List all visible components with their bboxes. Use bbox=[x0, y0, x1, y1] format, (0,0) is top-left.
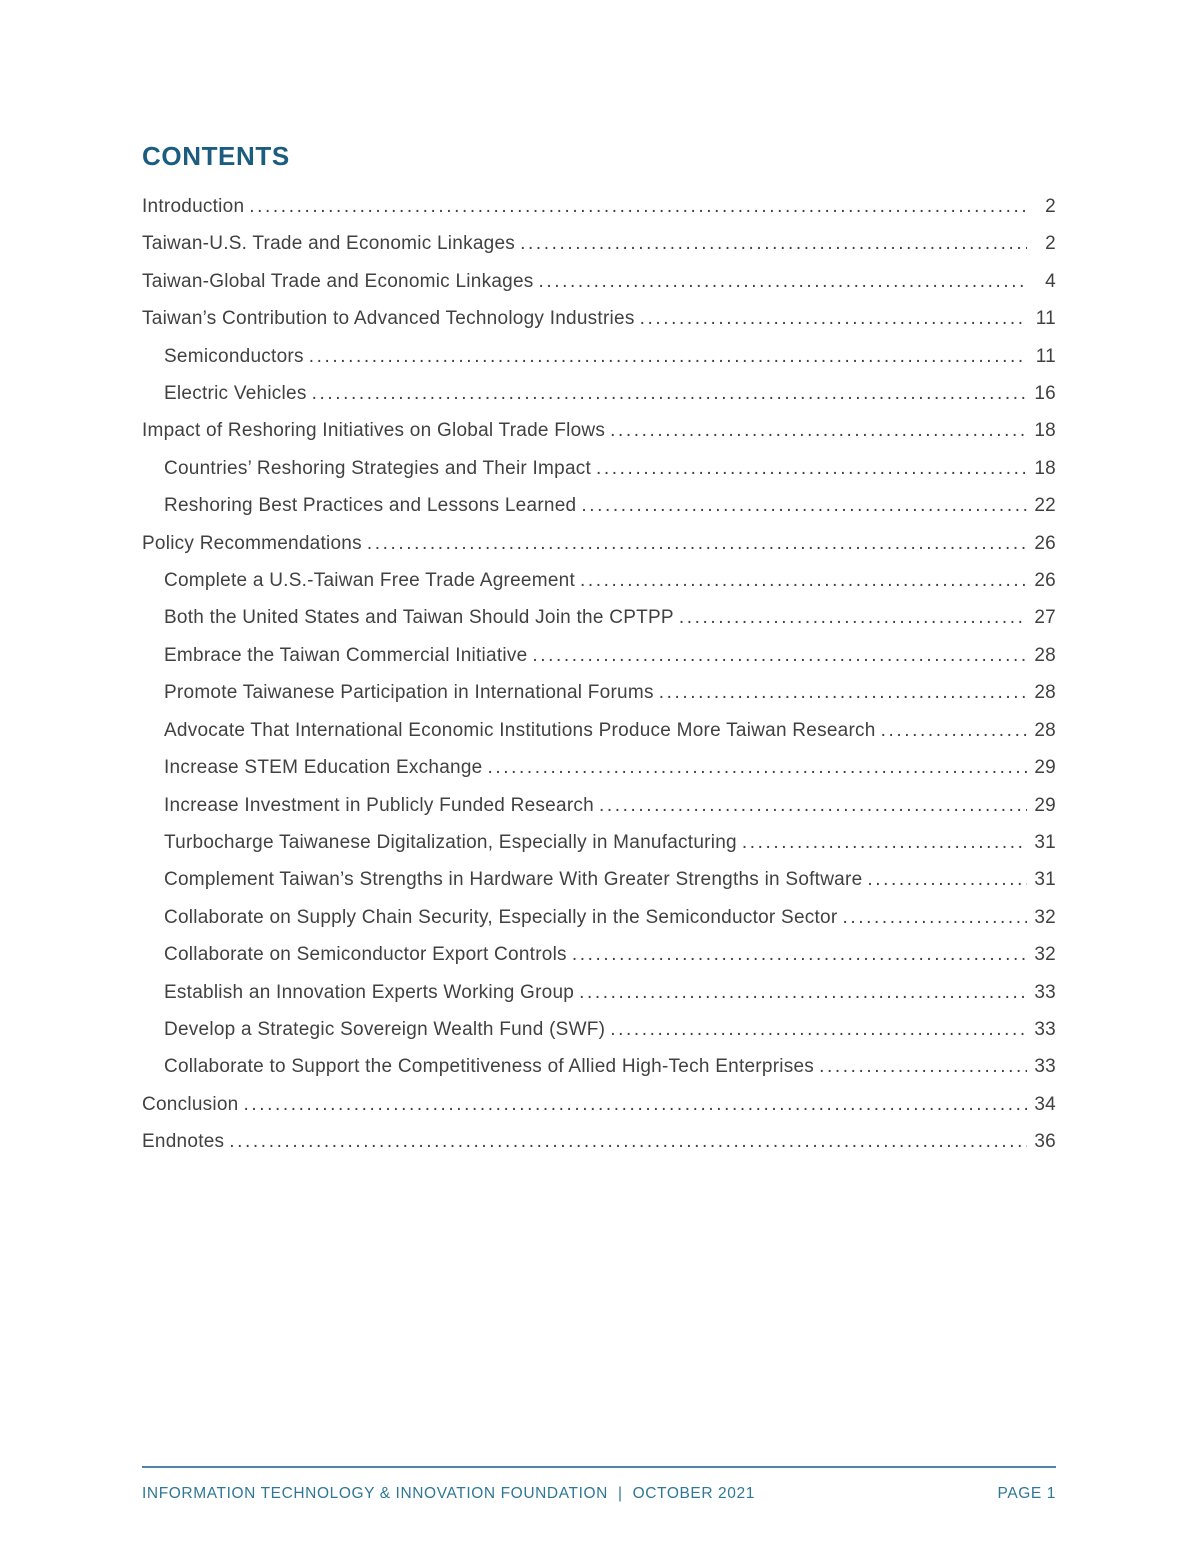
toc-entry-label: Impact of Reshoring Initiatives on Global Trade Flows bbox=[142, 420, 606, 442]
toc-entry-label: Introduction bbox=[142, 196, 245, 217]
toc-dot-leader bbox=[309, 338, 1027, 375]
toc-dot-leader bbox=[610, 1011, 1027, 1048]
toc-entry-label: Taiwan-U.S. Trade and Economic Linkages bbox=[142, 233, 516, 255]
contents-heading: CONTENTS bbox=[142, 141, 290, 171]
toc-entry[interactable] bbox=[142, 936, 1056, 973]
toc-entry-page: 28 bbox=[1034, 719, 1056, 741]
toc-dot-leader bbox=[579, 974, 1027, 1011]
toc-entry-page: 18 bbox=[1034, 420, 1056, 442]
toc-dot-leader bbox=[572, 936, 1027, 973]
toc-entry[interactable] bbox=[142, 1048, 1056, 1085]
toc-entry-page: 32 bbox=[1034, 944, 1056, 966]
footer-publisher bbox=[142, 1485, 755, 1503]
toc-entry-label: Semiconductors bbox=[164, 345, 304, 367]
toc-entry[interactable] bbox=[142, 1086, 1056, 1123]
toc-entry-page: 34 bbox=[1034, 1093, 1056, 1115]
toc-dot-leader bbox=[532, 637, 1027, 674]
toc-entry[interactable] bbox=[142, 338, 1056, 375]
toc-entry-label: Increase STEM Education Exchange bbox=[164, 757, 483, 779]
toc-entry-label: Collaborate on Semiconductor Export Controls bbox=[164, 944, 567, 966]
toc-entry-page: 29 bbox=[1034, 757, 1056, 779]
toc-entry[interactable] bbox=[142, 712, 1056, 749]
toc-entry-label: Increase Investment in Publicly Funded Research bbox=[164, 794, 594, 816]
toc-entry-label: Reshoring Best Practices and Lessons Learned bbox=[164, 495, 577, 517]
toc-dot-leader bbox=[596, 450, 1027, 487]
toc-entry[interactable] bbox=[142, 225, 1056, 262]
toc-entry-page: 18 bbox=[1034, 457, 1056, 479]
toc-entry-page: 16 bbox=[1034, 383, 1056, 405]
toc-entry-label: Collaborate to Support the Competitiveness of Allied High-Tech Enterprises bbox=[164, 1056, 815, 1078]
toc-entry-page: 33 bbox=[1034, 1018, 1056, 1040]
toc-entry-page: 22 bbox=[1034, 495, 1056, 517]
toc-entry-page: 36 bbox=[1034, 1131, 1056, 1153]
toc-dot-leader bbox=[229, 1123, 1027, 1160]
toc-entry-page: 26 bbox=[1034, 532, 1056, 554]
toc-dot-leader bbox=[312, 375, 1027, 412]
toc-entry-page: 26 bbox=[1034, 570, 1056, 592]
toc-entry[interactable] bbox=[142, 974, 1056, 1011]
toc-dot-leader bbox=[367, 525, 1027, 562]
footer-divider bbox=[142, 1466, 1056, 1468]
toc-entry-label: Complement Taiwan’s Strengths in Hardware With Greater Strengths in Software bbox=[164, 869, 863, 891]
toc-dot-leader bbox=[599, 787, 1027, 824]
toc-entry-page: 33 bbox=[1034, 981, 1056, 1003]
toc-entry-page: 28 bbox=[1034, 644, 1056, 666]
toc-entry[interactable] bbox=[142, 562, 1056, 599]
toc-entry-page: 32 bbox=[1034, 906, 1056, 928]
toc-entry-page: 4 bbox=[1045, 270, 1056, 292]
footer-page-number: PAGE 1 bbox=[997, 1485, 1056, 1502]
toc-entry[interactable] bbox=[142, 861, 1056, 898]
toc-entry-label: Collaborate on Supply Chain Security, Especially in the Semiconductor Sector bbox=[164, 906, 838, 928]
toc-entry-page: 11 bbox=[1035, 345, 1056, 367]
toc-entry-label: Conclusion bbox=[142, 1093, 239, 1115]
toc-entry[interactable] bbox=[142, 300, 1056, 337]
toc-entry-label: Develop a Strategic Sovereign Wealth Fund (SWF) bbox=[164, 1018, 606, 1040]
toc-dot-leader bbox=[244, 1086, 1028, 1123]
toc-entry[interactable] bbox=[142, 375, 1056, 412]
toc-dot-leader bbox=[640, 300, 1027, 337]
toc-entry-page: 2 bbox=[1045, 196, 1056, 217]
footer-org-name: INFORMATION TECHNOLOGY & INNOVATION FOUNDATION bbox=[142, 1485, 608, 1502]
toc-entry-label: Taiwan-Global Trade and Economic Linkages bbox=[142, 270, 534, 292]
toc-entry[interactable] bbox=[142, 637, 1056, 674]
toc-entry-page: 31 bbox=[1034, 869, 1056, 891]
toc-entry-label: Both the United States and Taiwan Should Join the CPTPP bbox=[164, 607, 674, 629]
toc-entry-label: Embrace the Taiwan Commercial Initiative bbox=[164, 644, 528, 666]
toc-entry[interactable] bbox=[142, 749, 1056, 786]
toc-dot-leader bbox=[842, 899, 1027, 936]
toc-entry-label: Advocate That International Economic Institutions Produce More Taiwan Research bbox=[164, 719, 876, 741]
toc-entry-page: 31 bbox=[1034, 831, 1056, 853]
toc-entry-page: 11 bbox=[1035, 308, 1056, 330]
toc-entry[interactable] bbox=[142, 450, 1056, 487]
toc-entry[interactable] bbox=[142, 899, 1056, 936]
toc-entry[interactable] bbox=[142, 487, 1056, 524]
toc-dot-leader bbox=[819, 1048, 1027, 1085]
toc-entry-page: 27 bbox=[1034, 607, 1056, 629]
toc-dot-leader bbox=[488, 749, 1027, 786]
toc-dot-leader bbox=[580, 562, 1027, 599]
toc-entry-label: Electric Vehicles bbox=[164, 383, 307, 405]
toc-dot-leader bbox=[867, 861, 1027, 898]
toc-entry[interactable] bbox=[142, 1123, 1056, 1160]
toc-entry[interactable] bbox=[142, 1011, 1056, 1048]
toc-entry[interactable] bbox=[142, 263, 1056, 300]
toc-entry[interactable] bbox=[142, 674, 1056, 711]
toc-dot-leader bbox=[249, 188, 1027, 225]
toc-dot-leader bbox=[659, 674, 1027, 711]
toc-dot-leader bbox=[539, 263, 1027, 300]
toc-dot-leader bbox=[520, 225, 1027, 262]
page-footer bbox=[142, 1466, 1056, 1503]
toc-entry[interactable] bbox=[142, 787, 1056, 824]
toc-entry-label: Countries’ Reshoring Strategies and Their Impact bbox=[164, 457, 592, 479]
toc-entry-label: Establish an Innovation Experts Working Group bbox=[164, 981, 575, 1003]
toc-entry[interactable] bbox=[142, 525, 1056, 562]
toc-entry-page: 28 bbox=[1034, 682, 1056, 704]
toc-dot-leader bbox=[742, 824, 1027, 861]
toc-entry-label: Promote Taiwanese Participation in International Forums bbox=[164, 682, 654, 704]
toc-entry-label: Turbocharge Taiwanese Digitalization, Especially in Manufacturing bbox=[164, 831, 737, 853]
toc-entry-label: Taiwan’s Contribution to Advanced Technology Industries bbox=[142, 308, 635, 330]
table-of-contents bbox=[142, 188, 1056, 1161]
toc-entry-page: 29 bbox=[1034, 794, 1056, 816]
toc-dot-leader bbox=[881, 712, 1027, 749]
toc-dot-leader bbox=[581, 487, 1027, 524]
toc-dot-leader bbox=[610, 412, 1027, 449]
toc-entry[interactable] bbox=[142, 599, 1056, 636]
toc-entry-page: 33 bbox=[1034, 1056, 1056, 1078]
toc-entry-label: Policy Recommendations bbox=[142, 532, 362, 554]
toc-entry[interactable] bbox=[142, 412, 1056, 449]
toc-entry[interactable] bbox=[142, 188, 1056, 225]
toc-dot-leader bbox=[679, 599, 1027, 636]
toc-entry-page: 2 bbox=[1045, 233, 1056, 255]
footer-date: OCTOBER 2021 bbox=[632, 1485, 755, 1502]
toc-entry[interactable] bbox=[142, 824, 1056, 861]
toc-entry-label: Endnotes bbox=[142, 1131, 225, 1153]
footer-separator: | bbox=[617, 1485, 623, 1502]
toc-entry-label: Complete a U.S.-Taiwan Free Trade Agreement bbox=[164, 570, 575, 592]
